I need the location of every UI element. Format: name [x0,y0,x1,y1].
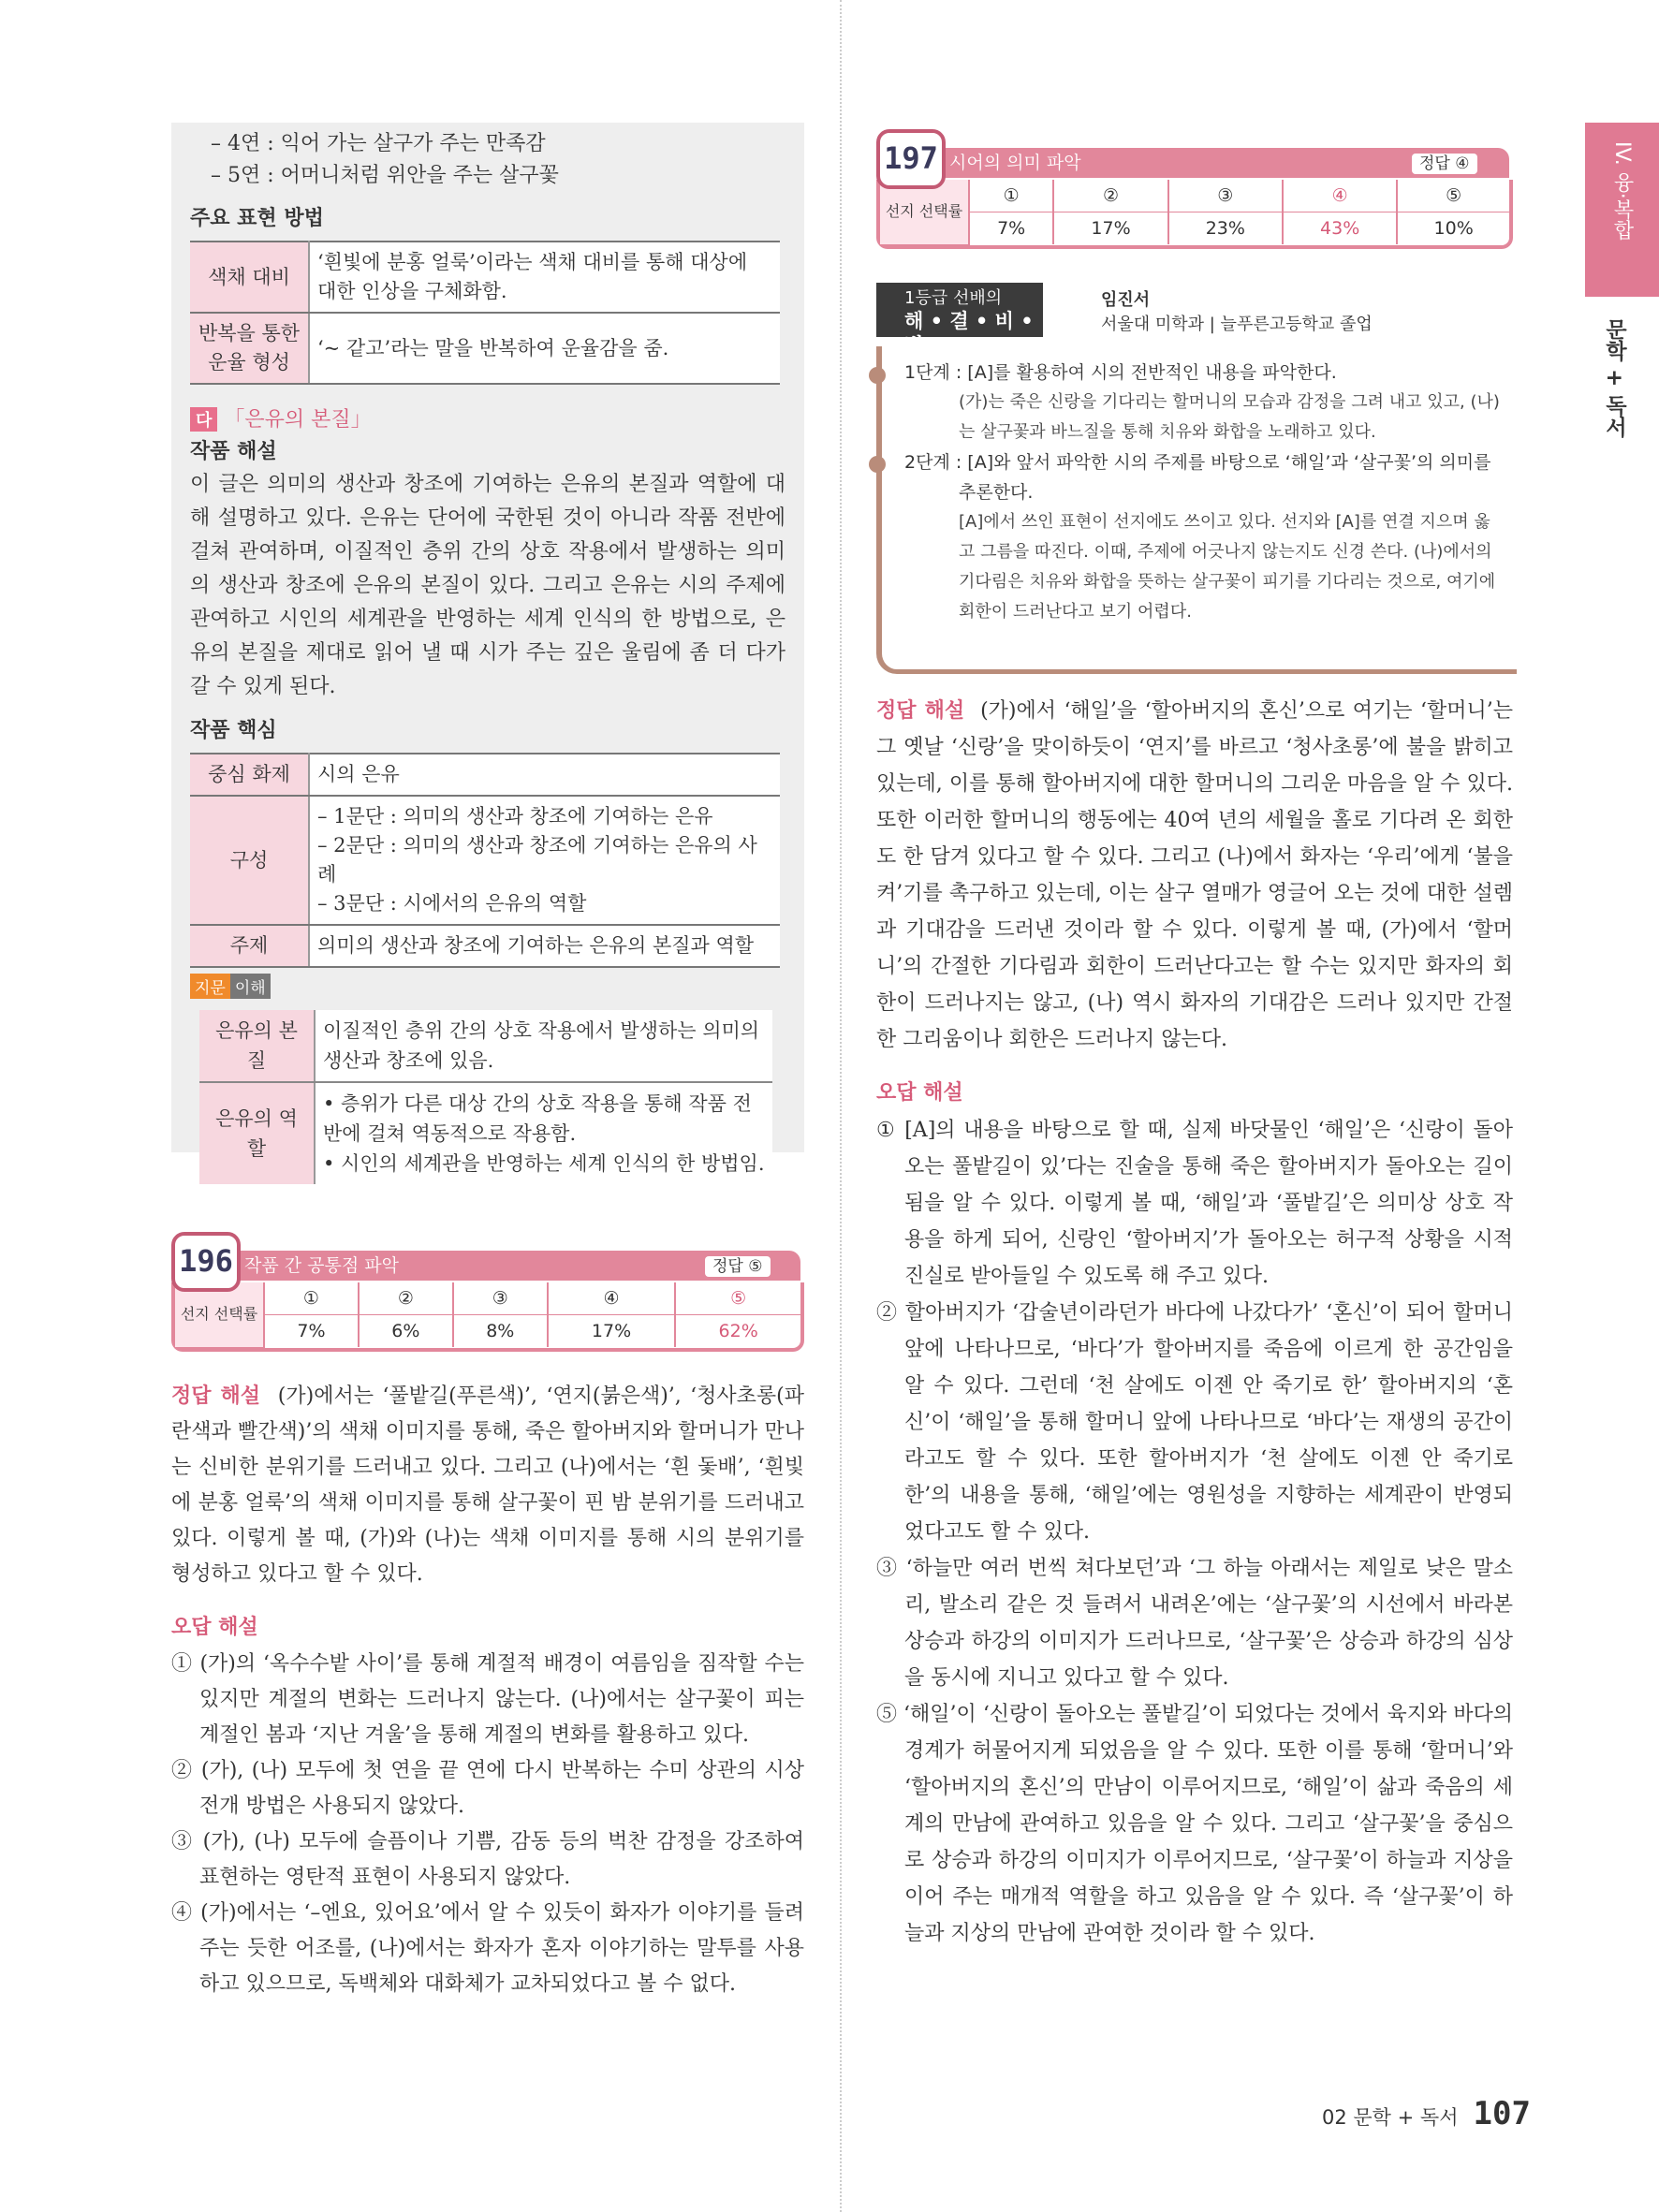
wrong-item: ③ ‘하늘만 여러 번씩 쳐다보던’과 ‘그 하늘 아래서는 제일로 낮은 말소리, 발소리 같은 것 들려서 내려온’에는 ‘살구꽃’의 시선에서 바라본 상승과 하강의 이미지가 드러나므로, ‘살구꽃’은 상승과 하강의 심상을 동시에 지니고 있다고 할 수 있다. [876,1557,1513,1690]
step-dot [869,367,886,384]
q197-box [876,129,1513,268]
exp-label: 정답 해설 [171,1384,261,1408]
step2-detail: [A]에서 쓰인 표현이 선지에도 쓰이고 있다. 선지와 [A]를 연결 지으며 옳고 그름을 따진다. 이때, 주제에 어긋나지 않는지도 신경 쓴다. (나)에서의 기다림은 치유와 화합을 뜻하는 살구꽃이 피기를 기다리는 것으로, 여기에 회한이 드러난다고 보기 어렵다. [959,512,1496,622]
stanza-line: – 4연 : 익어 가는 살구가 주는 만족감 [211,132,546,155]
tip-header [876,283,1043,357]
analysis-box [171,123,804,1175]
wrong-item: ⑤ ‘해일’이 ‘신랑이 돌아오는 풀밭길’이 되었다는 것에서 육지와 바다의 경계가 허물어지게 되었음을 알 수 있다. 또한 이를 통해 ‘할머니’와 ‘할아버지의 혼신’의 만남이 이루어지므로, ‘해일’이 삶과 죽음의 세계의 만남에 관여하고 있음을 알 수 있다. 그리고 ‘살구꽃’을 중심으로 상승과 하강의 이미지가 이루어지므로, ‘살구꽃’이 하늘과 지상을 이어 주는 매개적 역할을 하고 있음을 알 수 있다. 즉 ‘살구꽃’이 하늘과 지상의 만남에 관여한 것이라 할 수 있다. [876,1703,1513,1945]
q196-explanations [171,1378,804,2002]
rate-value: 6% [359,1315,453,1348]
core-key: 주제 [190,925,309,967]
core-table [190,753,780,968]
rate-value: 17% [548,1315,676,1348]
core-value: 시의 은유 [309,754,780,796]
expr-value: ‘~ 같고’라는 말을 반복하여 운율감을 줌. [309,313,780,384]
expr-key: 반복을 통한 운율 형성 [190,313,309,384]
q197-explanations [876,693,1513,1952]
choice-label: ③ [1168,180,1283,212]
chapter-tab [1585,123,1659,297]
question-number: 197 [876,129,946,189]
jimun-value: 이질적인 층위 간의 상호 작용에서 발생하는 의미의 생산과 창조에 있음. [315,1010,772,1082]
core-title: 작품 핵심 [190,719,277,742]
exp-text: (가)에서는 ‘풀밭길(푸른색)’, ‘연지(붉은색)’, ‘청사초롱(파란색과 빨간색)’의 색채 이미지를 통해, 죽은 할아버지와 할머니가 만나는 신비한 분위기를 드러내고 있다. 그리고 (나)에서는 ‘흰 돛배’, ‘흰빛에 분홍 얼룩’의 색채 이미지를 통해 살구꽃이 핀 밤 분위기를 드러내고 있다. 이렇게 볼 때, (가)와 (나)는 색채 이미지를 통해 시의 분위기를 형성하고 있다고 할 수 있다. [171,1384,804,1586]
rate-value: 8% [453,1315,548,1348]
core-value: 의미의 생산과 창조에 기여하는 은유의 본질과 역할 [309,925,780,967]
chapter-tab-text: IV. 융·복합 [1610,141,1634,241]
wrong-label: 오답 해설 [876,1081,963,1105]
section-title: 「은유의 본질」 [224,408,372,432]
step1-text: [A]를 활용하여 시의 전반적인 내용을 파악한다. [967,362,1337,383]
footer-section: 02 문학 + 독서 [1322,2106,1459,2129]
jimun-tag: 지문 [190,974,230,999]
wrong-item: ④ (가)에서는 ‘–엔요, 있어요’에서 알 수 있듯이 화자가 이야기를 들려주는 듯한 어조를, (나)에서는 화자가 혼자 이야기하는 말투를 사용하고 있으므로, 독백체와 대화체가 교차되었다고 볼 수 없다. [171,1901,804,1996]
choice-label: ③ [453,1282,548,1315]
wrong-item: ② (가), (나) 모두에 첫 연을 끝 연에 다시 반복하는 수미 상관의 시상 전개 방법은 사용되지 않았다. [171,1759,804,1818]
choice-label: ④ [548,1282,676,1315]
step2-label: 2단계 : [904,452,962,473]
rate-value: 10% [1397,212,1509,245]
rate-table [880,180,1509,245]
jimun-value: • 시인의 세계관을 반영하는 세계 인식의 한 방법임. [323,1152,765,1175]
choice-label: ⑤ [675,1282,800,1315]
core-value: – 3문단 : 시에서의 은유의 역할 [317,892,587,915]
rate-value: 62% [675,1315,800,1348]
question-title: 시어의 의미 파악 [927,148,1509,178]
core-value: – 2문단 : 의미의 생산과 창조에 기여하는 은유의 사례 [317,834,757,886]
choice-label: ② [1053,180,1167,212]
work-expl-title: 작품 해설 [190,440,277,463]
tip-author-school: 서울대 미학과 | 늘푸른고등학교 졸업 [1101,315,1373,334]
rate-header: 선지 선택률 [175,1282,264,1347]
exp-label: 정답 해설 [876,698,965,723]
step1-detail: (가)는 죽은 신랑을 기다리는 할머니의 모습과 감정을 그려 내고 있고, (나)는 살구꽃과 바느질을 통해 치유와 화합을 노래하고 있다. [959,392,1500,442]
work-expl: 이 글은 의미의 생산과 창조에 기여하는 은유의 본질과 역할에 대해 설명하고 있다. 은유는 단어에 국한된 것이 아니라 작품 전반에 걸쳐 관여하며, 이질적인 층위 간의 상호 작용에서 발생하는 의미의 생산과 창조에 은유의 본질이 있다. 그리고 은유는 시의 주제에 관여하고 시인의 세계관을 반영하는 세계 인식의 한 방법으로, 은유의 본질을 제대로 읽어 낼 때 시가 주는 깊은 울림에 좀 더 다가갈 수 있게 된다. [190,473,785,698]
wrong-item: ② 할아버지가 ‘갑술년이라던가 바다에 나갔다가’ ‘혼신’이 되어 할머니 앞에 나타나므로, ‘바다’가 할아버지를 죽음에 이르게 한 공간임을 알 수 있다. 그런데 ‘천 살에도 이젠 안 죽기로 한’ 할아버지의 ‘혼신’이 ‘해일’을 통해 할머니 앞에 나타나므로 ‘바다’는 재생의 공간이라고도 할 수 있다. 또한 할아버지가 ‘천 살에도 이젠 안 죽기로 한’의 내용을 통해, ‘해일’에는 영원성을 지향하는 세계관이 반영되었다고도 할 수 있다. [876,1301,1513,1544]
expr-key: 색채 대비 [190,242,309,313]
rate-value: 7% [264,1315,359,1348]
ihae-tag: 이해 [230,974,271,999]
wrong-item: ① (가)의 ‘옥수수밭 사이’를 통해 계절적 배경이 여름임을 짐작할 수는 있지만 계절의 변화는 드러나지 않는다. (나)에서는 살구꽃이 피는 계절인 봄과 ‘지난 겨울’을 통해 계절의 변화를 활용하고 있다. [171,1652,804,1747]
expr-value: ‘흰빛에 분홍 얼룩’이라는 색채 대비를 통해 대상에 대한 인상을 구체화함. [309,242,780,313]
choice-label: ① [264,1282,359,1315]
core-key: 구성 [190,796,309,925]
step-dot [869,456,886,473]
rate-table [175,1282,800,1348]
rate-value: 7% [969,212,1053,245]
expr-table [190,241,780,385]
rate-value: 23% [1168,212,1283,245]
core-key: 중심 화제 [190,754,309,796]
q196-box [171,1232,804,1370]
column-divider [840,0,842,2212]
wrong-item: ③ (가), (나) 모두에 슬픔이나 기쁨, 감동 등의 벅찬 감정을 강조하여 표현하는 영탄적 표현이 사용되지 않았다. [171,1830,804,1889]
page-footer [1322,2095,1531,2132]
tip-box [876,283,1513,676]
question-number: 196 [171,1232,241,1292]
rate-header: 선지 선택률 [880,180,969,244]
choice-label: ④ [1283,180,1397,212]
page-number: 107 [1473,2095,1531,2132]
core-value: – 1문단 : 의미의 생산과 창조에 기여하는 은유 [317,805,713,828]
choice-label: ⑤ [1397,180,1509,212]
choice-label: ① [969,180,1053,212]
tip-head-2: 해 • 결 • 비 • 법 [904,310,1034,357]
tip-author-name: 임진서 [1101,290,1151,310]
expr-title: 주요 표현 방법 [190,207,324,230]
choice-label: ② [359,1282,453,1315]
wrong-item: ① [A]의 내용을 바탕으로 할 때, 실제 바닷물인 ‘해일’은 ‘신랑이 돌아오는 풀밭길이 있’다는 진술을 통해 죽은 할아버지가 돌아오는 길이 됨을 알 수 있다. 이렇게 볼 때, ‘해일’과 ‘풀밭길’은 의미상 상호 작용을 하게 되어, 신랑인 ‘할아버지’가 돌아오는 허구적 상황을 시적 진실로 받아들일 수 있도록 해 주고 있다. [876,1119,1513,1288]
jimun-value: • 층위가 다른 대상 간의 상호 작용을 통해 작품 전반에 걸쳐 역동적으로 작용함. [323,1092,752,1145]
jimun-key: 은유의 역할 [199,1082,315,1184]
jimun-key: 은유의 본질 [199,1010,315,1082]
answer-badge: 정답 ⑤ [705,1256,771,1277]
tip-author [1101,288,1373,337]
rate-value: 43% [1283,212,1397,245]
jimun-table [199,1010,772,1184]
rate-value: 17% [1053,212,1167,245]
answer-badge: 정답 ④ [1412,154,1477,174]
wrong-label: 오답 해설 [171,1616,258,1639]
step1-label: 1단계 : [904,362,962,383]
section-tag: 다 [190,407,217,432]
stanza-line: – 5연 : 어머니처럼 위안을 주는 살구꽃 [211,164,559,187]
tip-head-1: 1등급 선배의 [904,288,1003,308]
question-title: 작품 간 공통점 파악 [222,1251,800,1281]
exp-text: (가)에서 ‘해일’을 ‘할아버지의 혼신’으로 여기는 ‘할머니’는 그 옛날 ‘신랑’을 맞이하듯이 ‘연지’를 바르고 ‘청사초롱’에 불을 밝히고 있는데, 이를 통해 할아버지에 대한 할머니의 그리운 마음을 알 수 있다. 또한 이러한 할머니의 행동에는 40여 년의 세월을 홀로 기다려 온 회한도 한 담겨 있다고 할 수 있다. 그리고 (나)에서 화자는 ‘우리’에게 ‘불을 켜’기를 촉구하고 있는데, 이는 살구 열매가 영글어 오는 것에 대한 설렘과 기대감을 드러낸 것이라 할 수 있다. 이렇게 볼 때, (가)에서 ‘할머니’의 간절한 기다림과 회한이 드러난다고는 할 수는 있지만 화자의 회한이 드러나지는 않고, (나) 역시 화자의 기대감은 드러나 있지만 간절한 그리움이나 회한은 드러나지 않는다. [876,699,1514,1051]
section-side-label: 문학 + 독서 [1602,318,1626,438]
step2-text: [A]와 앞서 파악한 시의 주제를 바탕으로 ‘해일’과 ‘살구꽃’의 의미를 추론한다. [959,452,1491,503]
